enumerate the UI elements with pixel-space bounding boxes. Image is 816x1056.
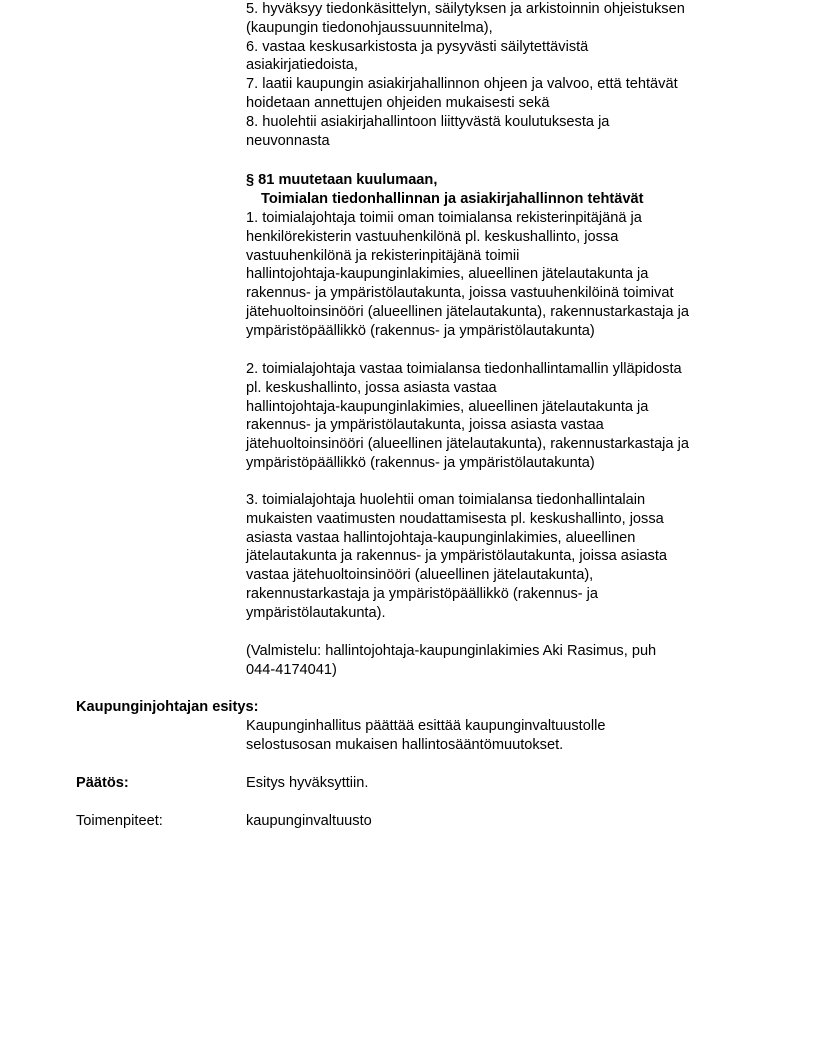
paragraph-line: vastuuhenkilönä ja rekisterinpitäjänä toimii xyxy=(246,247,520,264)
list-line: hoidetaan annettujen ohjeiden mukaisesti sekä xyxy=(246,94,550,111)
paragraph-line: asiasta vastaa hallintojohtaja-kaupunginlakimies, alueellinen xyxy=(246,529,636,546)
list-line: 7. laatii kaupungin asiakirjahallinnon ohjeen ja valvoo, että tehtävät xyxy=(246,76,678,93)
decision-label: Päätös: xyxy=(76,775,129,791)
paragraph-line: jätehuoltoinsinööri (alueellinen jätelautakunta), rakennustarkastaja ja xyxy=(246,303,689,320)
paragraph-line: vastaa jätehuoltoinsinööri (alueellinen jätelautakunta), xyxy=(246,567,594,584)
paragraph-line: 2. toimialajohtaja vastaa toimialansa tiedonhallintamallin ylläpidosta xyxy=(246,361,682,377)
preparation-note xyxy=(246,642,746,680)
preparation-line: 044-4174041) xyxy=(246,661,337,678)
paragraph-line: hallintojohtaja-kaupunginlakimies, alueellinen jätelautakunta ja xyxy=(246,398,649,415)
proposal-line: Kaupunginhallitus päättää esittää kaupunginvaltuustolle xyxy=(246,718,606,734)
paragraph-line: ympäristölautakunta). xyxy=(246,604,386,621)
actions-label: Toimenpiteet: xyxy=(76,813,163,829)
paragraph-1 xyxy=(246,209,746,341)
paragraph-2 xyxy=(246,360,746,473)
actions-line: kaupunginvaltuusto xyxy=(246,813,372,829)
proposal-line: selostusosan mukaisen hallintosääntömuutokset. xyxy=(246,736,564,753)
paragraph-line: rakennus- ja ympäristölautakunta, joissa asiasta vastaa xyxy=(246,417,604,434)
paragraph-line: ympäristöpäällikkö (rakennus- ja ympäristölautakunta) xyxy=(246,322,595,339)
paragraph-line: jätelautakunta ja rakennus- ja ympäristölautakunta, joissa asiasta xyxy=(246,548,668,565)
paragraph-line: jätehuoltoinsinööri (alueellinen jätelautakunta), rakennustarkastaja ja xyxy=(246,436,689,453)
proposal-label: Kaupunginjohtajan esitys: xyxy=(76,699,259,715)
paragraph-line: mukaisten vaatimusten noudattamisesta pl. keskushallinto, jossa xyxy=(246,510,664,527)
proposal-text xyxy=(246,717,746,755)
list-line: neuvonnasta xyxy=(246,132,330,149)
decision-line: Esitys hyväksyttiin. xyxy=(246,775,369,791)
section-heading xyxy=(246,171,746,209)
paragraph-line: rakennus- ja ympäristölautakunta, joissa vastuuhenkilöinä toimivat xyxy=(246,285,674,302)
section-heading-line: Toimialan tiedonhallinnan ja asiakirjahallinnon tehtävät xyxy=(261,190,644,207)
paragraph-line: ympäristöpäällikkö (rakennus- ja ympäristölautakunta) xyxy=(246,454,595,471)
decision-text xyxy=(246,774,746,793)
list-line: 5. hyväksyy tiedonkäsittelyn, säilytyksen ja arkistoinnin ohjeistuksen xyxy=(246,1,685,17)
paragraph-line: 3. toimialajohtaja huolehtii oman toimialansa tiedonhallintalain xyxy=(246,492,646,508)
list-line: asiakirjatiedoista, xyxy=(246,57,358,74)
paragraph-line: henkilörekisterin vastuuhenkilönä pl. keskushallinto, jossa xyxy=(246,228,619,245)
paragraph-3 xyxy=(246,491,746,623)
list-continuation xyxy=(246,0,746,150)
paragraph-line: pl. keskushallinto, jossa asiasta vastaa xyxy=(246,379,497,396)
preparation-line: (Valmistelu: hallintojohtaja-kaupunginlakimies Aki Rasimus, puh xyxy=(246,643,657,659)
section-heading-line: § 81 muutetaan kuulumaan, xyxy=(246,172,438,188)
list-line: (kaupungin tiedonohjaussuunnitelma), xyxy=(246,19,493,36)
list-line: 8. huolehtii asiakirjahallintoon liittyvästä koulutuksesta ja xyxy=(246,113,610,130)
paragraph-line: 1. toimialajohtaja toimii oman toimialansa rekisterinpitäjänä ja xyxy=(246,210,642,226)
actions-text xyxy=(246,812,746,831)
paragraph-line: rakennustarkastaja ja ympäristöpäällikkö (rakennus- ja xyxy=(246,585,599,602)
paragraph-line: hallintojohtaja-kaupunginlakimies, alueellinen jätelautakunta ja xyxy=(246,266,649,283)
list-line: 6. vastaa keskusarkistosta ja pysyvästi säilytettävistä xyxy=(246,38,589,55)
